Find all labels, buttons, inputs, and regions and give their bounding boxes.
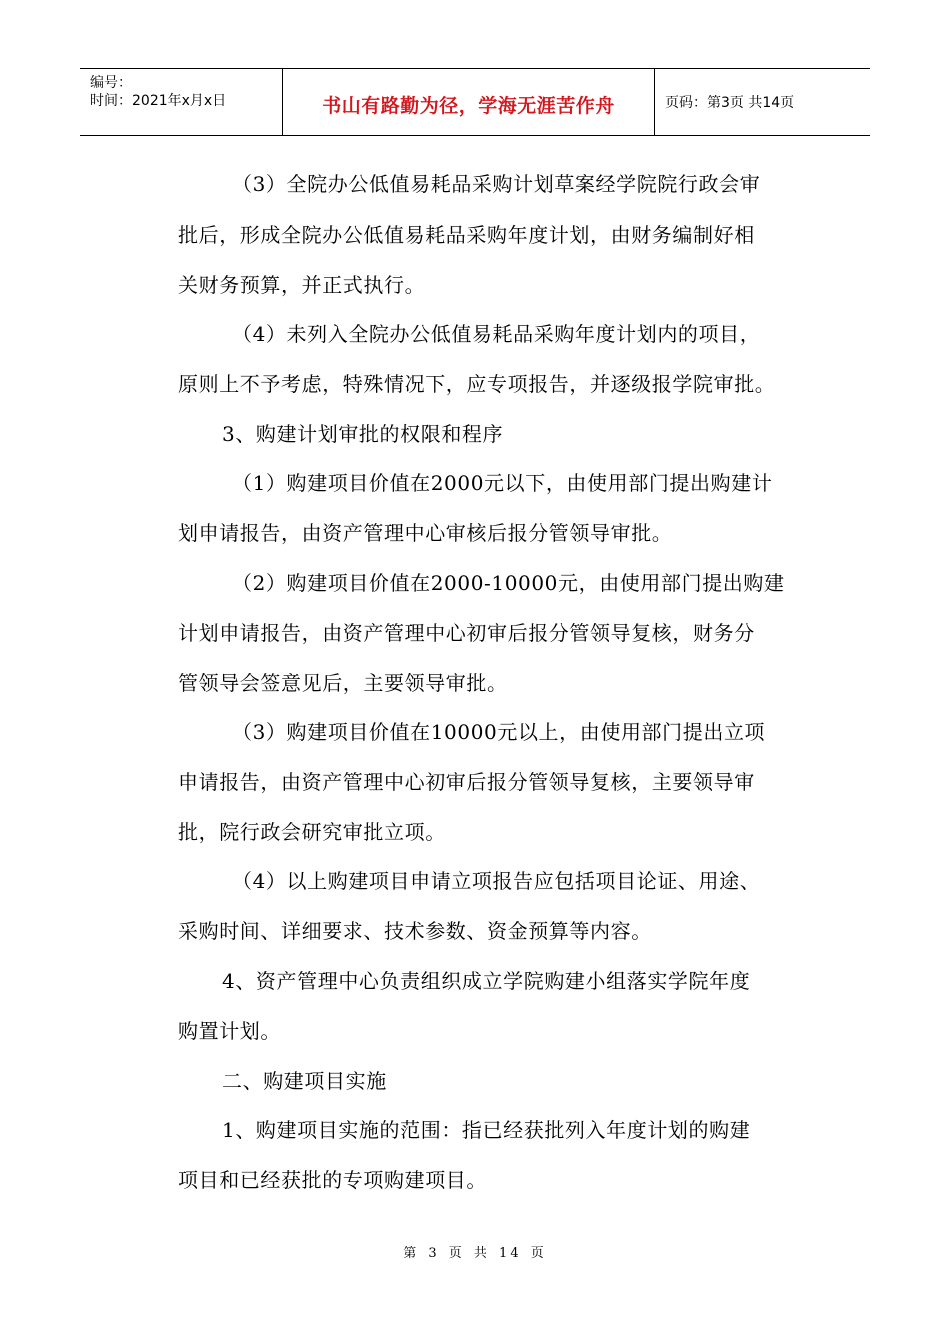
body-line: （3）购建项目价值在10000元以上，由使用部门提出立项 — [232, 720, 766, 744]
body-line: 原则上不予考虑，特殊情况下，应专项报告，并逐级报学院审批。 — [178, 372, 776, 396]
body-line: 项目和已经获批的专项购建项目。 — [178, 1168, 487, 1192]
header-info-cell — [80, 69, 283, 135]
section-heading: 二、购建项目实施 — [222, 1069, 387, 1093]
body-line: 申请报告，由资产管理中心初审后报分管领导复核，主要领导审 — [178, 770, 755, 794]
body-line: 4、资产管理中心负责组织成立学院购建小组落实学院年度 — [222, 969, 751, 993]
body-line: （3）全院办公低值易耗品采购计划草案经学院院行政会审 — [232, 172, 761, 196]
section-heading: 3、购建计划审批的权限和程序 — [222, 422, 504, 446]
document-number-label: 编号： — [90, 75, 132, 91]
document-time-label: 时间：2021年x月x日 — [90, 93, 227, 109]
body-line: （1）购建项目价值在2000元以下，由使用部门提出购建计 — [232, 471, 773, 495]
body-line: 划申请报告，由资产管理中心审核后报分管领导审批。 — [178, 521, 673, 545]
footer-page-number: 第 3 页 共 14 页 — [403, 1246, 547, 1261]
body-line: 批，院行政会研究审批立项。 — [178, 820, 446, 844]
header-page-cell — [655, 69, 870, 135]
header-table — [80, 68, 870, 136]
header-motto: 书山有路勤为径，学海无涯苦作舟 — [322, 95, 615, 117]
body-line: 管领导会签意见后，主要领导审批。 — [178, 671, 508, 695]
body-line: 1、购建项目实施的范围：指已经获批列入年度计划的购建 — [222, 1118, 751, 1142]
body-line: （2）购建项目价值在2000-10000元，由使用部门提出购建 — [232, 571, 785, 595]
body-line: （4）未列入全院办公低值易耗品采购年度计划内的项目， — [232, 322, 761, 346]
body-line: 批后，形成全院办公低值易耗品采购年度计划，由财务编制好相 — [178, 223, 755, 247]
header-page-label: 页码：第3页 共14页 — [665, 95, 795, 111]
body-line: 采购时间、详细要求、技术参数、资金预算等内容。 — [178, 919, 652, 943]
body-line: （4）以上购建项目申请立项报告应包括项目论证、用途、 — [232, 869, 761, 893]
body-line: 购置计划。 — [178, 1019, 281, 1043]
header-motto-cell — [283, 69, 655, 135]
body-line: 关财务预算，并正式执行。 — [178, 273, 426, 297]
body-line: 计划申请报告，由资产管理中心初审后报分管领导复核，财务分 — [178, 621, 755, 645]
